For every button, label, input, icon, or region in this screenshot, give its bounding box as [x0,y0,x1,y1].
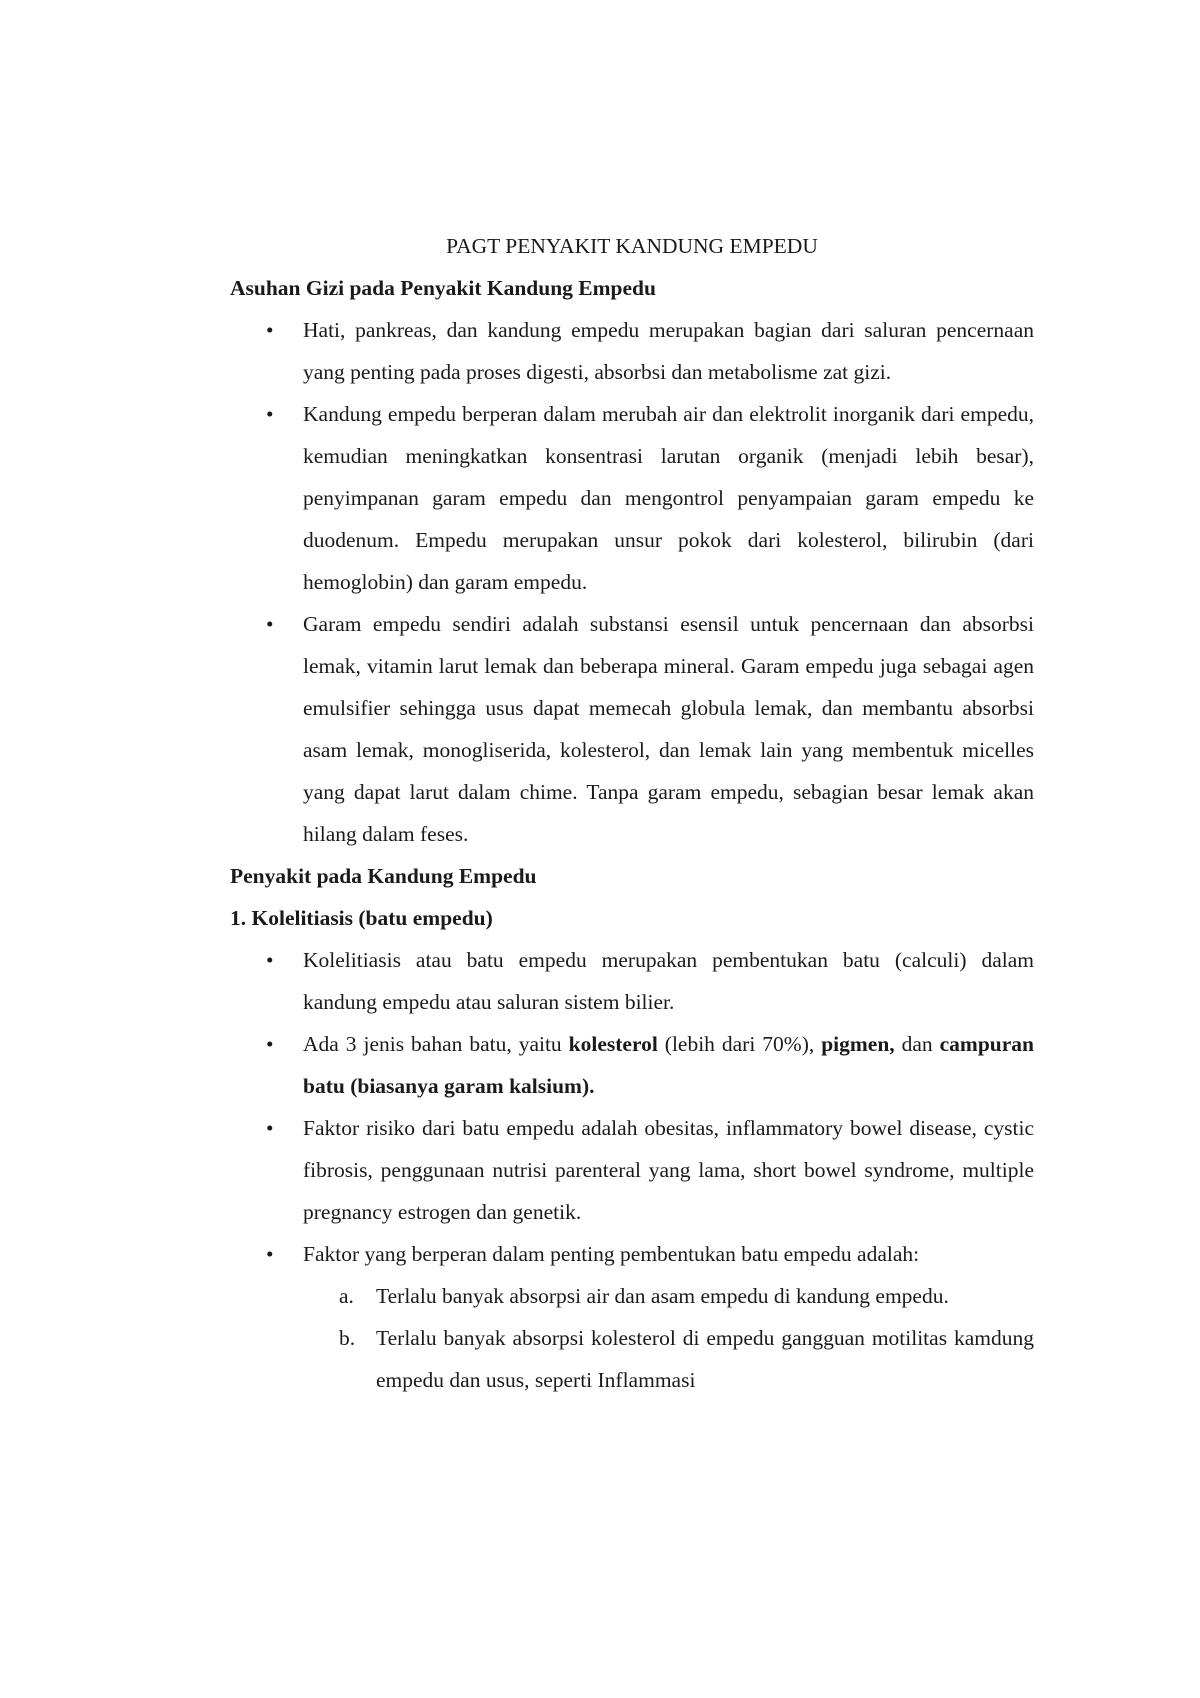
sublist-item [230,1317,1034,1401]
bullet-icon: • [266,612,274,636]
page-title: PAGT PENYAKIT KANDUNG EMPEDU [446,234,818,258]
list-item-text: Hati, pankreas, dan kandung empedu merupakan bagian dari saluran pencernaan yang penting pada proses digesti, absorbsi dan metabolisme zat gizi. [303,318,1034,384]
section-heading-asuhan-gizi: Asuhan Gizi pada Penyakit Kandung Empedu [230,276,656,300]
bullet-icon: • [266,1116,274,1140]
bold-campuran: campuran batu (biasanya garam kalsium). [303,1032,1034,1098]
sublist-item-text: Terlalu banyak absorpsi air dan asam empedu di kandung empedu. [376,1284,949,1308]
subsection-heading-kolelitiasis: 1. Kolelitiasis (batu empedu) [230,906,493,930]
list-item-text: Faktor yang berperan dalam penting pembentukan batu empedu adalah: [303,1242,920,1266]
section-heading-penyakit: Penyakit pada Kandung Empedu [230,864,537,888]
bullet-icon: • [266,1032,274,1056]
sublist-item [230,1275,1034,1317]
list-item [230,1023,1034,1107]
list-item [230,1107,1034,1233]
list-item [230,1233,1034,1401]
list-item-text: Kolelitiasis atau batu empedu merupakan pembentukan batu (calculi) dalam kandung empedu atau saluran sistem bilier. [303,948,1034,1014]
sublist-item-text: Terlalu banyak absorpsi kolesterol di empedu gangguan motilitas kamdung empedu dan usus, seperti Inflammasi [376,1326,1034,1392]
faktor-sublist [303,1275,1034,1401]
list-item [230,603,1034,855]
text-run: (lebih dari 70%), [657,1032,822,1056]
list-item [230,393,1034,603]
bullet-icon: • [266,1242,274,1266]
bold-kolesterol: kolesterol [568,1032,658,1056]
list-item-text: Garam empedu sendiri adalah substansi esensil untuk pencernaan dan absorbsi lemak, vitamin larut lemak dan beberapa mineral. Garam empedu juga sebagai agen emulsifier sehingga usus dapat memecah globula lemak, dan membantu absorbsi asam lemak, monogliserida, kolesterol, dan lemak lain yang membentuk micelles yang dapat larut dalam chime. Tanpa garam empedu, sebagian besar lemak akan hilang dalam feses. [303,612,1034,846]
list-item [230,939,1034,1023]
kolelitiasis-list [230,939,1034,1401]
sublist-marker: a. [339,1284,354,1308]
bold-pigmen: pigmen, [821,1032,895,1056]
text-run: Ada 3 jenis bahan batu, yaitu [303,1032,569,1056]
bullet-icon: • [266,948,274,972]
document-body [230,225,1034,1401]
asuhan-gizi-list [230,309,1034,855]
list-item-text: Kandung empedu berperan dalam merubah air dan elektrolit inorganik dari empedu, kemudian meningkatkan konsentrasi larutan organik (menjadi lebih besar), penyimpanan garam empedu dan mengontrol penyampaian garam empedu ke duodenum. Empedu merupakan unsur pokok dari kolesterol, bilirubin (dari hemoglobin) dan garam empedu. [303,402,1034,594]
list-item-text: Faktor risiko dari batu empedu adalah obesitas, inflammatory bowel disease, cystic fibrosis, penggunaan nutrisi parenteral yang lama, short bowel syndrome, multiple pregnancy estrogen dan genetik. [303,1116,1034,1224]
bullet-icon: • [266,318,274,342]
bullet-icon: • [266,402,274,426]
list-item-text [303,1032,1034,1098]
sublist-marker: b. [339,1326,356,1350]
text-run: dan [894,1032,940,1056]
list-item [230,309,1034,393]
